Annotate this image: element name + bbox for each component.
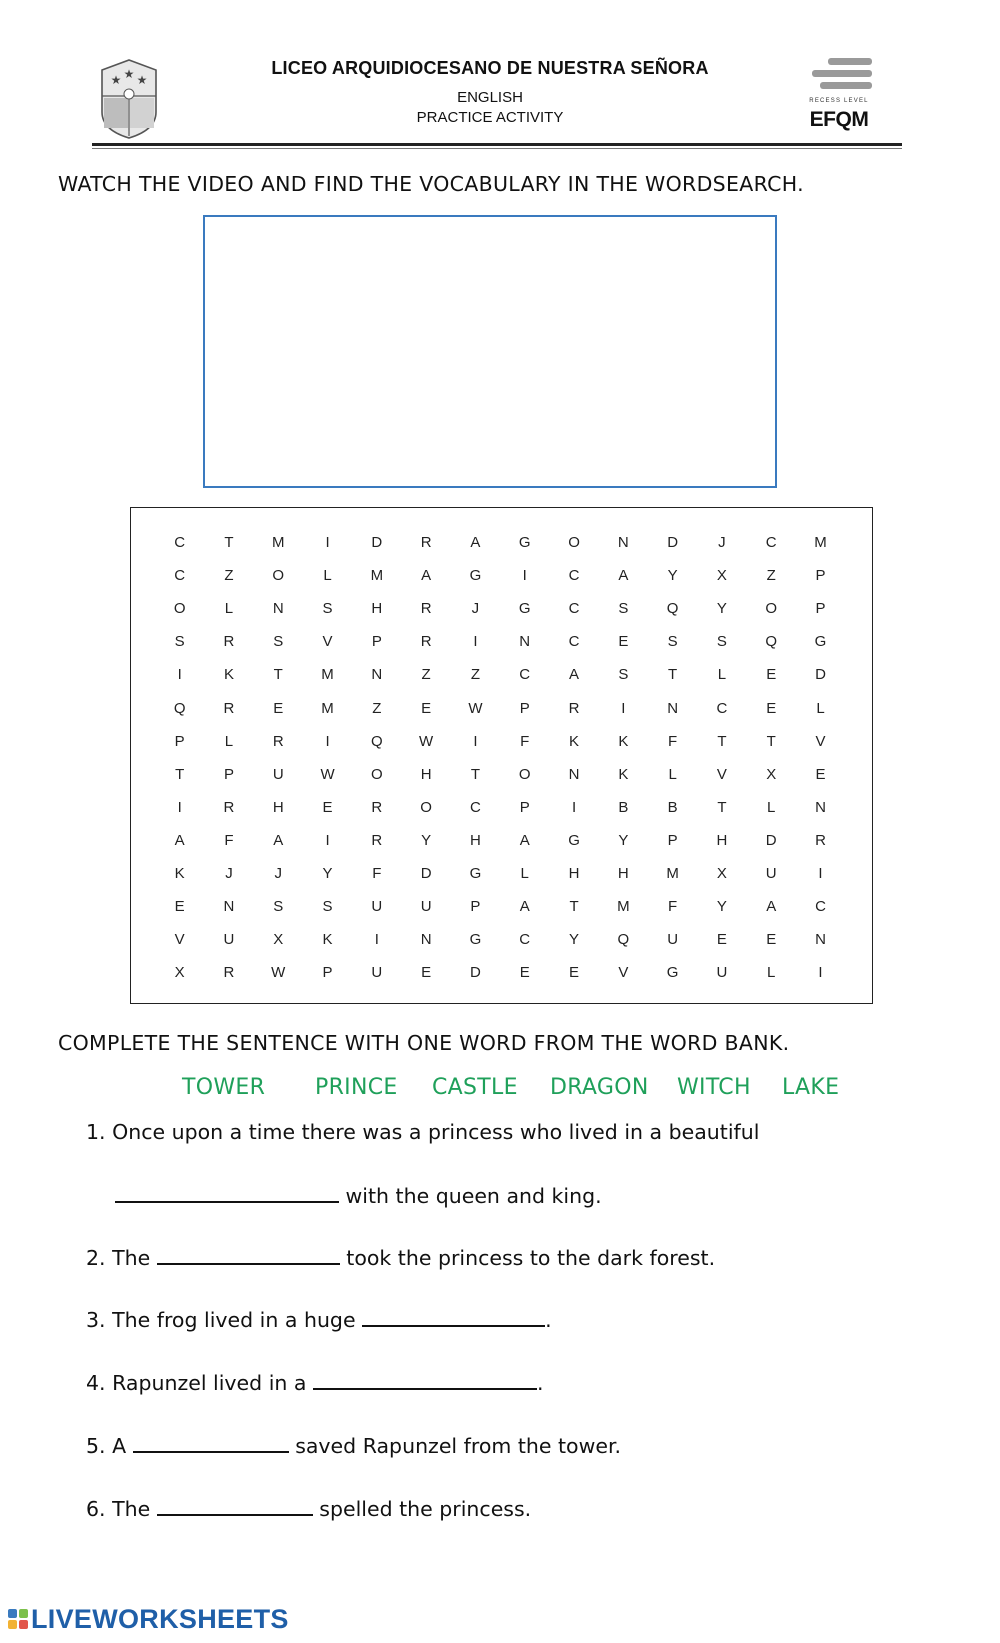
wordsearch-letter[interactable]: T xyxy=(717,732,727,750)
wordsearch-letter[interactable]: N xyxy=(272,600,284,618)
word-bank-item: PRINCE xyxy=(315,1075,398,1100)
wordsearch-letter[interactable]: F xyxy=(372,864,382,882)
wordsearch-letter[interactable]: G xyxy=(814,633,827,651)
wordsearch-letter[interactable]: L xyxy=(224,600,234,618)
wordsearch-letter[interactable]: A xyxy=(519,831,530,849)
wordsearch-letter[interactable]: E xyxy=(569,964,580,982)
wordsearch-letter[interactable]: L xyxy=(717,666,727,684)
wordsearch-letter[interactable]: U xyxy=(272,765,284,783)
wordsearch-letter[interactable]: S xyxy=(716,633,727,651)
wordsearch-letter[interactable]: Q xyxy=(173,699,186,717)
wordsearch-letter[interactable]: V xyxy=(174,931,185,949)
wordsearch-letter[interactable]: U xyxy=(420,898,432,916)
wordsearch-letter[interactable]: G xyxy=(568,831,580,849)
wordsearch-letter[interactable]: S xyxy=(322,898,333,916)
wordsearch-letter[interactable]: R xyxy=(272,732,284,750)
wordsearch-letter[interactable]: J xyxy=(718,534,726,552)
wordsearch-letter[interactable]: A xyxy=(421,567,432,585)
wordsearch-letter[interactable]: Y xyxy=(421,831,432,849)
wordsearch-letter[interactable]: L xyxy=(224,732,234,750)
wordsearch-letter[interactable]: C xyxy=(519,666,531,684)
wordsearch-letter[interactable]: W xyxy=(419,732,434,750)
wordsearch-letter[interactable]: P xyxy=(371,633,382,651)
sentence-text-after: saved Rapunzel from the tower. xyxy=(295,1434,622,1458)
sentence-text-before: Once upon a time there was a princess who lived in a beautiful xyxy=(112,1120,760,1144)
wordsearch-letter[interactable]: Q xyxy=(765,633,778,651)
wordsearch-letter[interactable]: I xyxy=(571,798,577,816)
wordsearch-letter[interactable]: C xyxy=(174,534,186,552)
wordsearch-letter[interactable]: Q xyxy=(371,732,383,750)
liveworksheets-icon xyxy=(8,1609,28,1629)
sentence-5 xyxy=(86,1433,621,1458)
wordsearch-letter[interactable]: R xyxy=(223,699,235,717)
wordsearch-letter[interactable]: Y xyxy=(618,831,629,849)
sentence-number: 4. xyxy=(86,1371,106,1395)
liveworksheets-brand: LIVEWORKSHEETS xyxy=(31,1603,289,1634)
wordsearch-letter[interactable]: Y xyxy=(322,864,333,882)
wordsearch-letter[interactable]: E xyxy=(421,964,432,982)
liveworksheets-logo[interactable] xyxy=(8,1603,289,1635)
wordsearch-letter[interactable]: H xyxy=(617,864,629,882)
wordsearch-letter[interactable]: P xyxy=(174,732,185,750)
school-crest-logo xyxy=(96,56,162,140)
wordsearch-letter[interactable]: U xyxy=(667,931,679,949)
wordsearch-letter[interactable]: R xyxy=(223,798,235,816)
wordsearch-letter[interactable]: N xyxy=(420,931,432,949)
wordsearch-letter[interactable]: I xyxy=(473,633,478,651)
wordsearch-letter[interactable]: M xyxy=(370,567,384,585)
wordsearch-letter[interactable]: N xyxy=(568,765,580,783)
wordsearch-letter[interactable]: T xyxy=(470,765,481,783)
word-bank-item: DRAGON xyxy=(550,1075,649,1100)
wordsearch-letter[interactable]: G xyxy=(518,534,531,552)
wordsearch-letter[interactable]: A xyxy=(766,898,777,916)
wordsearch-letter[interactable]: I xyxy=(473,732,478,750)
wordsearch-letter[interactable]: E xyxy=(322,798,333,816)
wordsearch-letter[interactable]: D xyxy=(371,534,383,552)
wordsearch-letter[interactable]: U xyxy=(716,964,728,982)
wordsearch-letter[interactable]: S xyxy=(618,600,629,618)
wordsearch-letter[interactable]: B xyxy=(618,798,629,816)
wordsearch-letter[interactable]: G xyxy=(469,931,482,949)
wordsearch-letter[interactable]: G xyxy=(469,864,482,882)
wordsearch-letter[interactable]: P xyxy=(519,699,530,717)
wordsearch-letter[interactable]: O xyxy=(518,765,531,783)
answer-blank[interactable] xyxy=(157,1496,313,1516)
wordsearch-letter[interactable]: Q xyxy=(617,931,630,949)
sentence-1 xyxy=(86,1120,759,1144)
wordsearch-letter[interactable]: O xyxy=(765,600,778,618)
wordsearch-letter[interactable]: M xyxy=(321,666,334,684)
wordsearch-letter[interactable]: V xyxy=(815,732,826,750)
wordsearch-letter[interactable]: M xyxy=(814,534,827,552)
wordsearch-letter[interactable]: C xyxy=(765,534,777,552)
wordsearch-letter[interactable]: W xyxy=(320,765,335,783)
header-divider xyxy=(92,143,902,146)
wordsearch-letter[interactable]: D xyxy=(667,534,679,552)
wordsearch-letter[interactable]: A xyxy=(273,831,284,849)
wordsearch-letter[interactable]: J xyxy=(225,864,233,882)
wordsearch-letter[interactable]: I xyxy=(621,699,626,717)
wordsearch-letter[interactable]: E xyxy=(716,931,727,949)
wordsearch-letter[interactable]: Y xyxy=(716,600,727,618)
wordsearch-letter[interactable]: H xyxy=(272,798,284,816)
wordsearch-letter[interactable]: L xyxy=(323,567,332,585)
wordsearch-letter[interactable]: Z xyxy=(470,666,481,684)
sentence-text-before: A xyxy=(112,1434,127,1458)
wordsearch-letter[interactable]: R xyxy=(568,699,580,717)
sentence-text-before: The xyxy=(112,1246,151,1270)
wordsearch-letter[interactable]: C xyxy=(519,931,531,949)
wordsearch-letter[interactable]: F xyxy=(668,732,678,750)
word-bank-item: CASTLE xyxy=(432,1075,518,1100)
wordsearch-letter[interactable]: S xyxy=(667,633,678,651)
wordsearch-letter[interactable]: Q xyxy=(666,600,679,618)
wordsearch-letter[interactable]: I xyxy=(325,831,330,849)
wordsearch-letter[interactable]: D xyxy=(765,831,777,849)
sentence-number: 6. xyxy=(86,1497,106,1521)
wordsearch-letter[interactable]: U xyxy=(223,931,235,949)
wordsearch-letter[interactable]: D xyxy=(815,666,826,684)
wordsearch-letter[interactable]: R xyxy=(420,600,432,618)
wordsearch-letter[interactable]: Y xyxy=(569,931,580,949)
wordsearch-letter[interactable]: I xyxy=(374,931,379,949)
sentence-number: 5. xyxy=(86,1434,106,1458)
wordsearch-letter[interactable]: R xyxy=(371,831,383,849)
sentence-2 xyxy=(86,1245,715,1270)
word-bank-item: WITCH xyxy=(677,1075,751,1100)
wordsearch-letter[interactable]: S xyxy=(174,633,185,651)
wordsearch-letter[interactable]: K xyxy=(174,864,185,882)
sentence-text-after: spelled the princess. xyxy=(319,1497,532,1521)
wordsearch-letter[interactable]: O xyxy=(272,567,285,585)
wordsearch-letter[interactable]: R xyxy=(420,534,432,552)
wordsearch-letter[interactable]: I xyxy=(818,964,823,982)
wordsearch-letter[interactable]: K xyxy=(223,666,234,684)
wordsearch-letter[interactable]: J xyxy=(274,864,282,882)
wordsearch-letter[interactable]: N xyxy=(519,633,531,651)
wordsearch-letter[interactable]: X xyxy=(174,964,185,982)
wordsearch-letter[interactable]: T xyxy=(224,534,234,552)
sentence-number: 2. xyxy=(86,1246,106,1270)
wordsearch-letter[interactable]: P xyxy=(667,831,678,849)
wordsearch-letter[interactable]: H xyxy=(371,600,383,618)
wordsearch-letter[interactable]: H xyxy=(470,831,481,849)
wordsearch-letter[interactable]: X xyxy=(766,765,777,783)
answer-blank[interactable] xyxy=(115,1183,339,1203)
sentence-text-after: . xyxy=(545,1308,552,1332)
wordsearch-letter[interactable]: A xyxy=(569,666,580,684)
wordsearch-letter[interactable]: E xyxy=(421,699,432,717)
wordsearch-letter[interactable]: W xyxy=(468,699,483,717)
wordsearch-letter[interactable]: U xyxy=(765,864,777,882)
sentence-text-after: with the queen and king. xyxy=(345,1184,602,1208)
efqm-text: EFQM xyxy=(809,108,869,131)
svg-text:★: ★ xyxy=(123,67,135,81)
wordsearch-letter[interactable]: Z xyxy=(224,567,234,585)
wordsearch-letter[interactable]: A xyxy=(519,898,530,916)
wordsearch-letter[interactable]: C xyxy=(470,798,481,816)
wordsearch-letter[interactable]: E xyxy=(174,898,185,916)
wordsearch-letter[interactable]: Z xyxy=(766,567,776,585)
svg-text:★: ★ xyxy=(136,73,148,87)
wordsearch-letter[interactable]: T xyxy=(717,798,727,816)
wordsearch-letter[interactable]: P xyxy=(519,798,530,816)
wordsearch-letter[interactable]: S xyxy=(273,633,284,651)
wordsearch-letter[interactable]: T xyxy=(668,666,678,684)
wordsearch-letter[interactable]: C xyxy=(174,567,186,585)
wordsearch-letter[interactable]: I xyxy=(177,798,182,816)
wordsearch-letter[interactable]: I xyxy=(325,534,330,552)
wordsearch-letter[interactable]: B xyxy=(667,798,678,816)
answer-blank[interactable] xyxy=(133,1433,289,1453)
sentence-4 xyxy=(86,1370,544,1395)
word-bank xyxy=(182,1075,862,1105)
wordsearch-letter[interactable]: J xyxy=(471,600,480,618)
wordsearch-letter[interactable]: O xyxy=(568,534,580,552)
wordsearch-letter[interactable]: E xyxy=(618,633,629,651)
wordsearch-letter[interactable]: S xyxy=(322,600,333,618)
wordsearch-letter[interactable]: E xyxy=(766,699,777,717)
svg-text:★: ★ xyxy=(110,73,122,87)
answer-blank[interactable] xyxy=(362,1307,545,1327)
efqm-logo xyxy=(806,56,872,136)
wordsearch-letter[interactable]: K xyxy=(618,732,629,750)
wordsearch-letter[interactable]: T xyxy=(273,666,283,684)
wordsearch-letter[interactable]: R xyxy=(420,633,432,651)
wordsearch-letter[interactable]: N xyxy=(617,534,629,552)
wordsearch-letter[interactable]: O xyxy=(371,765,383,783)
wordsearch-letter[interactable]: K xyxy=(322,931,333,949)
wordsearch-letter[interactable]: A xyxy=(618,567,629,585)
wordsearch-letter[interactable]: R xyxy=(223,633,235,651)
wordsearch-letter[interactable]: C xyxy=(568,633,580,651)
wordsearch-letter[interactable]: H xyxy=(568,864,580,882)
wordsearch-letter[interactable]: X xyxy=(716,567,727,585)
wordsearch-letter[interactable]: M xyxy=(271,534,285,552)
wordsearch-letter[interactable]: D xyxy=(420,864,432,882)
sentence-instruction: COMPLETE THE SENTENCE WITH ONE WORD FROM THE WORD BANK. xyxy=(58,1031,790,1055)
wordsearch-letter[interactable]: L xyxy=(520,864,529,882)
wordsearch-letter[interactable]: R xyxy=(371,798,383,816)
sentence-1-continued xyxy=(115,1183,602,1208)
wordsearch-letter[interactable]: Y xyxy=(667,567,678,585)
wordsearch-letter[interactable]: D xyxy=(470,964,481,982)
sentence-3 xyxy=(86,1307,552,1332)
wordsearch-letter[interactable]: N xyxy=(223,898,235,916)
wordsearch-letter[interactable]: M xyxy=(321,699,334,717)
sentence-text-after: took the princess to the dark forest. xyxy=(346,1246,716,1270)
sentence-text-before: Rapunzel lived in a xyxy=(112,1371,307,1395)
wordsearch-letter[interactable]: N xyxy=(371,666,383,684)
wordsearch-letter[interactable]: S xyxy=(618,666,629,684)
wordsearch-letter[interactable]: E xyxy=(815,765,826,783)
wordsearch-letter[interactable]: K xyxy=(618,765,629,783)
wordsearch-letter[interactable]: X xyxy=(273,931,284,949)
sentence-number: 3. xyxy=(86,1308,106,1332)
wordsearch-letter[interactable]: G xyxy=(469,567,482,585)
wordsearch-letter[interactable]: O xyxy=(420,798,432,816)
wordsearch-letter[interactable]: V xyxy=(322,633,333,651)
wordsearch-instruction: WATCH THE VIDEO AND FIND THE VOCABULARY IN THE WORDSEARCH. xyxy=(58,172,804,196)
wordsearch-letter[interactable]: G xyxy=(666,964,679,982)
wordsearch-box xyxy=(130,507,873,1004)
wordsearch-letter[interactable]: E xyxy=(273,699,284,717)
wordsearch-letter[interactable]: E xyxy=(766,666,777,684)
wordsearch-letter[interactable]: N xyxy=(815,931,826,949)
wordsearch-letter[interactable]: I xyxy=(177,666,182,684)
header-divider-thin xyxy=(92,148,902,149)
wordsearch-letter[interactable]: U xyxy=(371,898,383,916)
wordsearch-letter[interactable]: A xyxy=(174,831,185,849)
wordsearch-letter[interactable]: I xyxy=(522,567,527,585)
wordsearch-letter[interactable]: N xyxy=(815,798,826,816)
wordsearch-letter[interactable]: F xyxy=(224,831,234,849)
wordsearch-letter[interactable]: M xyxy=(617,898,630,916)
wordsearch-letter[interactable]: I xyxy=(818,864,823,882)
wordsearch-letter[interactable]: H xyxy=(420,765,432,783)
wordsearch-letter[interactable]: P xyxy=(223,765,234,783)
wordsearch-letter[interactable]: C xyxy=(568,567,580,585)
answer-blank[interactable] xyxy=(313,1370,537,1390)
video-placeholder[interactable] xyxy=(203,215,777,488)
wordsearch-letter[interactable]: R xyxy=(223,964,235,982)
wordsearch-letter[interactable]: Z xyxy=(421,666,431,684)
sentence-text-before: The frog lived in a huge xyxy=(112,1308,356,1332)
wordsearch-letter[interactable]: L xyxy=(767,964,776,982)
wordsearch-letter[interactable]: I xyxy=(325,732,330,750)
wordsearch-letter[interactable]: L xyxy=(668,765,677,783)
wordsearch-letter[interactable]: G xyxy=(518,600,531,618)
wordsearch-letter[interactable]: P xyxy=(470,898,481,916)
wordsearch-letter[interactable]: S xyxy=(273,898,284,916)
wordsearch-grid xyxy=(155,526,845,989)
wordsearch-letter[interactable]: K xyxy=(569,732,580,750)
wordsearch-letter[interactable]: P xyxy=(815,567,826,585)
sentence-text-after: . xyxy=(537,1371,544,1395)
wordsearch-letter[interactable]: L xyxy=(767,798,776,816)
wordsearch-letter[interactable]: A xyxy=(470,534,481,552)
answer-blank[interactable] xyxy=(157,1245,340,1265)
school-name: LICEO ARQUIDIOCESANO DE NUESTRA SEÑORA xyxy=(271,58,709,78)
wordsearch-letter[interactable]: L xyxy=(816,699,825,717)
wordsearch-letter[interactable]: P xyxy=(322,964,333,982)
wordsearch-letter[interactable]: U xyxy=(371,964,383,982)
wordsearch-letter[interactable]: C xyxy=(568,600,580,618)
wordsearch-letter[interactable]: Y xyxy=(716,898,727,916)
wordsearch-letter[interactable]: N xyxy=(667,699,679,717)
wordsearch-letter[interactable]: V xyxy=(716,765,727,783)
wordsearch-letter[interactable]: T xyxy=(569,898,579,916)
wordsearch-letter[interactable]: V xyxy=(618,964,629,982)
wordsearch-letter[interactable]: F xyxy=(520,732,530,750)
wordsearch-letter[interactable]: E xyxy=(766,931,777,949)
sentence-number: 1. xyxy=(86,1120,106,1144)
efqm-recess-level: RECESS LEVEL xyxy=(809,98,869,104)
wordsearch-letter[interactable]: X xyxy=(716,864,727,882)
activity-label: PRACTICE ACTIVITY xyxy=(416,109,564,126)
wordsearch-letter[interactable]: T xyxy=(175,765,185,783)
wordsearch-letter[interactable]: C xyxy=(716,699,728,717)
word-bank-item: TOWER xyxy=(182,1075,266,1100)
wordsearch-letter[interactable]: R xyxy=(815,831,826,849)
wordsearch-letter[interactable]: M xyxy=(666,864,679,882)
wordsearch-letter[interactable]: F xyxy=(668,898,678,916)
wordsearch-letter[interactable]: P xyxy=(815,600,826,618)
wordsearch-letter[interactable]: O xyxy=(173,600,186,618)
wordsearch-letter[interactable]: T xyxy=(766,732,776,750)
sentence-6 xyxy=(86,1496,531,1521)
wordsearch-letter[interactable]: H xyxy=(716,831,728,849)
wordsearch-letter[interactable]: W xyxy=(271,964,286,982)
wordsearch-letter[interactable]: Z xyxy=(372,699,382,717)
subject-label: ENGLISH xyxy=(457,89,523,106)
word-bank-item: LAKE xyxy=(782,1075,840,1100)
wordsearch-letter[interactable]: E xyxy=(519,964,530,982)
wordsearch-letter[interactable]: C xyxy=(815,898,826,916)
sentence-text-before: The xyxy=(112,1497,151,1521)
